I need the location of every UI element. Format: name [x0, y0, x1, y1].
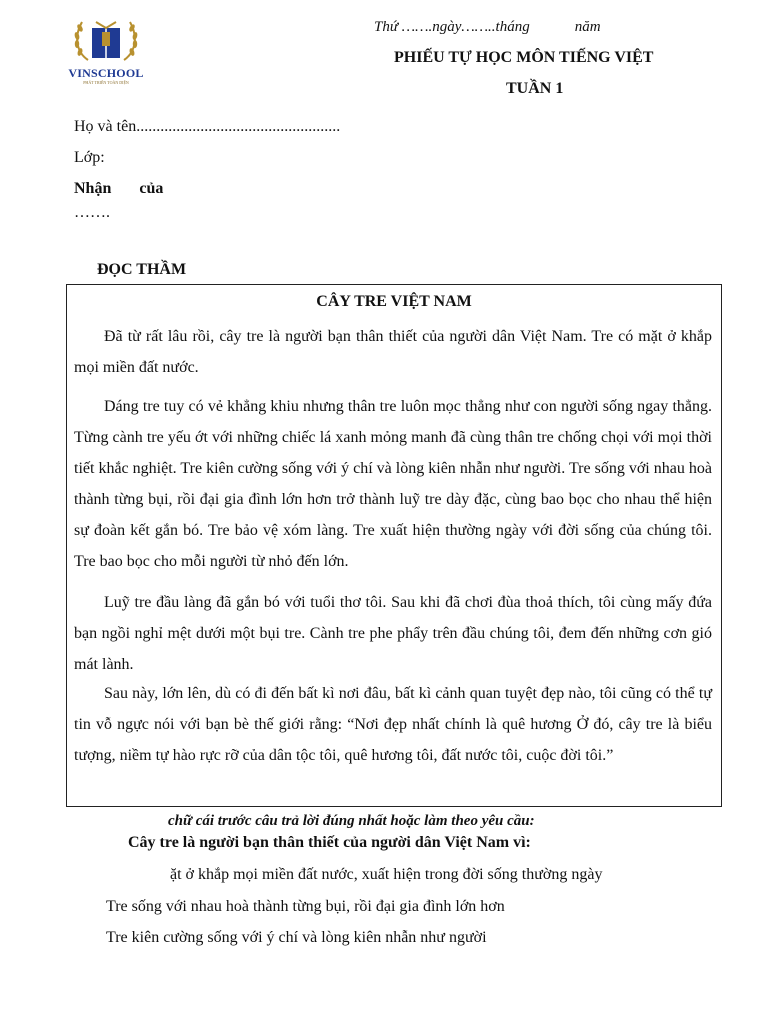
question-text: Cây tre là người bạn thân thiết của người dân Việt Nam vì: [128, 834, 531, 851]
comment-field-dots: ……. [74, 204, 110, 221]
week-label: TUẦN 1 [506, 80, 564, 97]
story-paragraph [74, 321, 712, 383]
reading-passage-box [66, 284, 722, 807]
school-logo [66, 14, 146, 84]
answer-option[interactable]: ặt ở khắp mọi miền đất nước, xuất hiện trong đời sống thường ngày [170, 866, 603, 883]
sheet-title: PHIẾU TỰ HỌC MÔN TIẾNG VIỆT [394, 49, 654, 66]
story-paragraph [74, 678, 712, 771]
answer-option[interactable]: Tre kiên cường sống với ý chí và lòng kiên nhẫn như người [106, 929, 487, 946]
laurel-book-icon [66, 14, 146, 66]
story-title: CÂY TRE VIỆT NAM [316, 293, 472, 310]
answer-option[interactable]: Tre sống với nhau hoà thành từng bụi, rồi đại gia đình lớn hơn [106, 898, 505, 915]
paragraph-text: Sau này, lớn lên, dù có đi đến bất kì nơi đâu, bất kì cảnh quan tuyệt đẹp nào, tôi cũng có thể tự tin vỗ ngực nói với bạn bè thế giới rằng: “Nơi đẹp nhất chính là quê hương Ở đó, cây tre là biểu tượng, niềm tự hào rực rỡ của dân tộc tôi, quê hương tôi, đất nước tôi, cuộc đời tôi.” [74, 685, 712, 764]
paragraph-text: Đã từ rất lâu rồi, cây tre là người bạn thân thiết của người dân Việt Nam. Tre có mặt ở khắp mọi miền đất nước. [74, 328, 712, 376]
story-paragraph [74, 587, 712, 680]
logo-tagline: PHÁT TRIỂN TOÀN DIỆN [83, 80, 129, 85]
section-title: ĐỌC THẦM [97, 261, 187, 278]
exercise-instruction: chữ cái trước câu trả lời đúng nhất hoặc làm theo yêu cầu: [168, 813, 535, 829]
date-line: Thứ …….ngày……..tháng năm [374, 19, 601, 35]
paragraph-text: Dáng tre tuy có vẻ khẳng khiu nhưng thân tre luôn mọc thẳng như con người sống ngay thẳng. Từng cành tre yếu ớt với những chiếc lá xanh mỏng manh đã cùng thân tre chống chọi với mọi thời tiết khắc nghiệt. Tre kiên cường sống với ý chí và lòng kiên nhẫn như người. Tre sống với nhau hoà thành từng bụi, rồi đại gia đình lớn hơn trở thành luỹ tre dày đặc, cùng bao bọc cho nhau thể hiện sự đoàn kết gắn bó. Tre bảo vệ xóm làng. Tre xuất hiện thường ngày với đời sống của chúng tôi. Tre bao bọc cho mỗi người từ nhỏ đến lớn. [74, 398, 712, 570]
comment-field-label: Nhận của [74, 180, 164, 197]
student-name-field: Họ và tên................................................... [74, 118, 341, 135]
class-field: Lớp: [74, 149, 105, 166]
story-paragraph [74, 391, 712, 577]
paragraph-text: Luỹ tre đầu làng đã gắn bó với tuổi thơ tôi. Sau khi đã chơi đùa thoả thích, tôi cùng mấy đứa bạn ngồi nghỉ mệt dưới một bụi tre. Cành tre phe phẩy trên đầu chúng tôi, đem đến những cơn gió mát lành. [74, 594, 712, 673]
logo-text: VINSCHOOL [68, 66, 144, 80]
